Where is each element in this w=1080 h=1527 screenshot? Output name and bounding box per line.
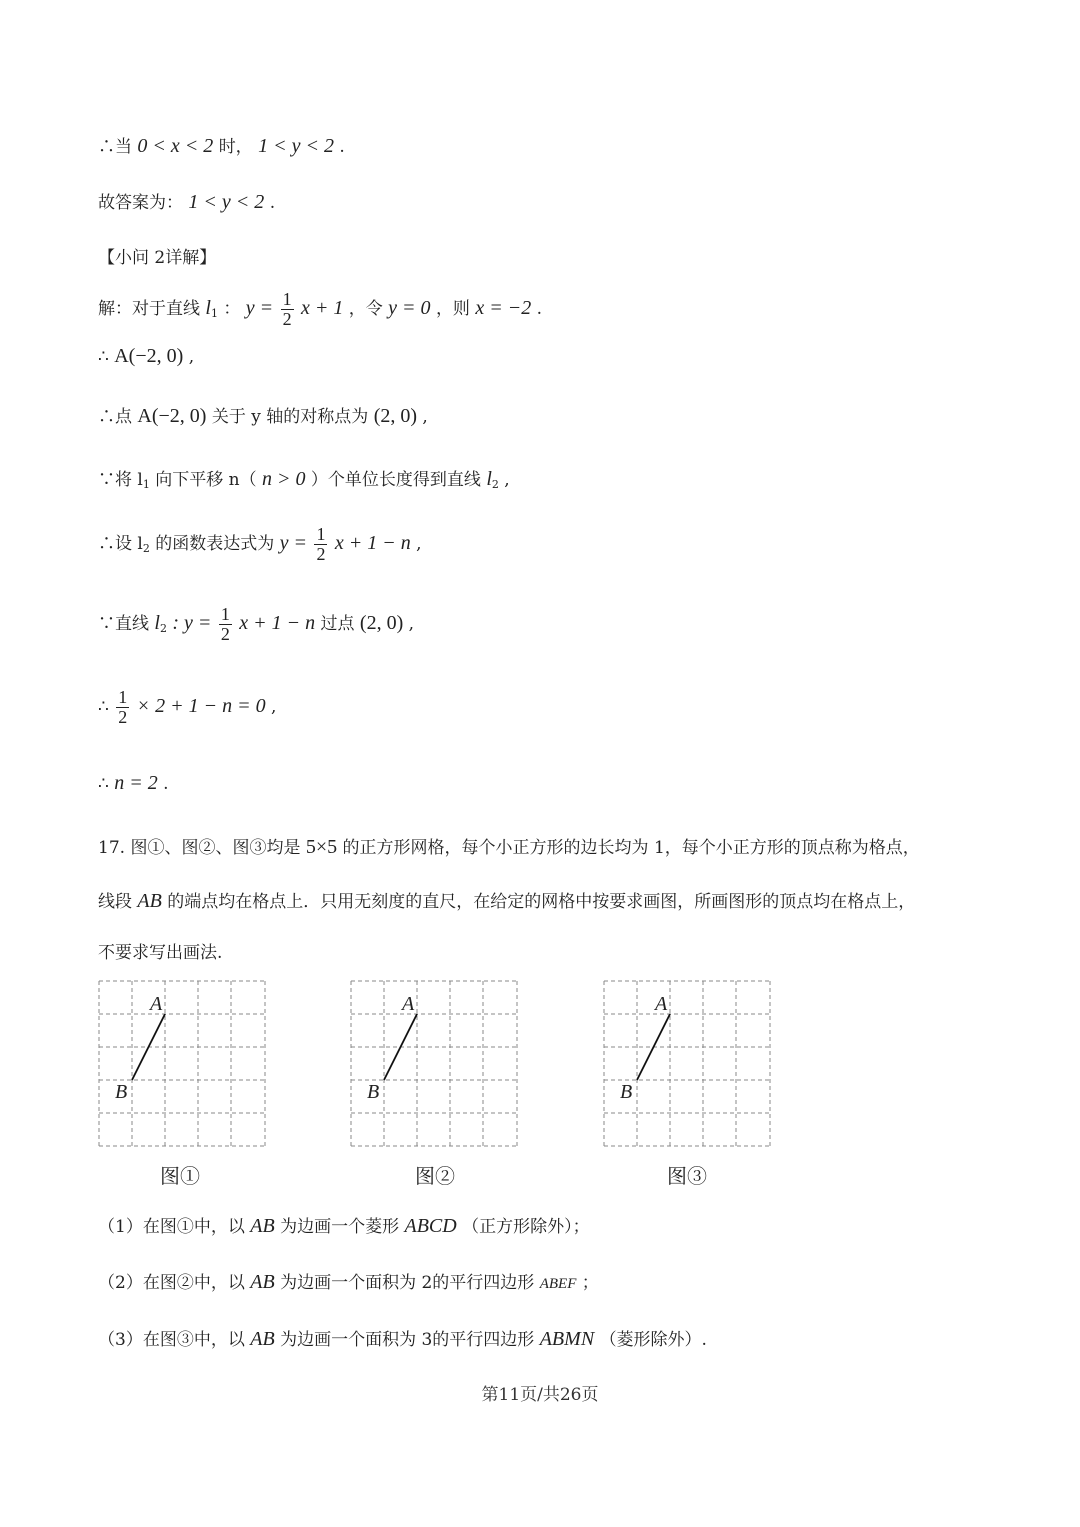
grid-lines xyxy=(604,981,770,1146)
text: （1）在图①中，以 xyxy=(98,1217,245,1237)
solution-line-10 xyxy=(98,772,169,795)
fraction-denominator: 2 xyxy=(118,706,128,727)
solution-line-5 xyxy=(98,402,428,428)
text: 为边画一个面积为 3的平行四边形 xyxy=(280,1330,535,1350)
text: ∴ xyxy=(98,696,109,717)
math-result: n = 2 xyxy=(114,772,158,794)
text: ∴ xyxy=(98,774,109,794)
math-result: 1 < y < 2 xyxy=(188,191,265,213)
text: ∴点 xyxy=(98,407,132,427)
text: . xyxy=(269,193,276,213)
label-a: A xyxy=(402,993,415,1015)
math-x: x = −2 xyxy=(475,296,532,319)
text: （菱形除外）. xyxy=(599,1330,707,1350)
subscript: 1 xyxy=(210,306,218,320)
subscript: 1 xyxy=(142,478,150,491)
question17-line-2 xyxy=(98,887,915,913)
math-tail: x + 1 − n xyxy=(239,611,316,634)
fraction-denominator: 2 xyxy=(282,308,292,329)
grid-lines xyxy=(99,981,265,1146)
question17-line-1 xyxy=(98,833,920,859)
text: ，令 xyxy=(348,298,383,319)
label-a: A xyxy=(150,993,163,1015)
text: ∴当 xyxy=(98,137,132,157)
solution-line-8 xyxy=(98,605,414,644)
math-y: y = xyxy=(279,531,308,554)
text: （2）在图②中，以 xyxy=(98,1273,245,1293)
math-shape: ABCD xyxy=(404,1215,457,1237)
math-shape: ABEF xyxy=(539,1276,577,1292)
fraction-numerator: 1 xyxy=(282,289,292,309)
solution-line-6 xyxy=(98,465,510,491)
math-tail: x + 1 − n xyxy=(334,531,411,554)
math-condition: n > 0 xyxy=(262,468,306,490)
text: 解：对于直线 xyxy=(98,298,200,319)
text: ； xyxy=(581,1273,599,1293)
text: 的正方形网格，每个小正方形的边长均为 1，每个小正方形的顶点称为格点， xyxy=(342,838,920,858)
fraction-denominator: 2 xyxy=(220,623,230,644)
subscript: 2 xyxy=(491,478,499,491)
text: 向下平移 n（ xyxy=(155,470,257,490)
fraction-half xyxy=(281,290,294,329)
fraction-numerator: 1 xyxy=(118,687,128,707)
math-result: 1 < y < 2 xyxy=(258,135,334,157)
math-ab: AB xyxy=(250,1328,275,1350)
math-point-a: A(−2, 0) xyxy=(114,345,184,367)
math-condition: 0 < x < 2 xyxy=(137,135,214,157)
math-y: y = xyxy=(245,296,274,319)
text: 故答案为： xyxy=(98,193,183,213)
grid-figure-3 xyxy=(603,980,773,1154)
grid-lines xyxy=(351,981,517,1146)
text: ∵直线 xyxy=(98,613,149,634)
sub-question-1 xyxy=(98,1212,590,1238)
text: , xyxy=(422,407,428,427)
text: 关于 y 轴的对称点为 xyxy=(211,407,369,427)
fraction-half xyxy=(116,688,129,727)
grid-svg xyxy=(98,980,268,1150)
math-l: l xyxy=(154,611,160,634)
figure-caption-2: 图② xyxy=(415,1164,455,1188)
solution-line-7 xyxy=(98,525,422,564)
text: 为边画一个菱形 xyxy=(280,1217,400,1237)
text: , xyxy=(416,533,422,554)
solution-line-3 xyxy=(98,290,542,329)
text: , xyxy=(408,613,415,634)
math-eq: : y = xyxy=(172,611,212,634)
text: ∴ xyxy=(98,347,109,367)
math-grid-size: 5×5 xyxy=(305,836,338,858)
math-shape: ABMN xyxy=(539,1328,595,1350)
question17-line-3: 不要求写出画法. xyxy=(98,943,223,963)
subscript: 2 xyxy=(159,621,167,635)
text: 为边画一个面积为 2的平行四边形 xyxy=(280,1273,535,1293)
text: （正方形除外）； xyxy=(462,1217,590,1237)
text: , xyxy=(504,470,510,490)
label-b: B xyxy=(367,1081,380,1103)
fraction-numerator: 1 xyxy=(316,524,326,544)
math-equation: × 2 + 1 − n = 0 xyxy=(136,694,266,717)
grid-svg xyxy=(350,980,520,1150)
text: 的端点均在格点上．只用无刻度的直尺，在给定的网格中按要求画图，所画图形的顶点均在格点上， xyxy=(167,892,916,912)
text: 过点 xyxy=(320,613,355,634)
figure-caption-3: 图③ xyxy=(667,1164,707,1188)
grid-svg xyxy=(603,980,773,1150)
text: 时， xyxy=(218,137,253,157)
text: . xyxy=(163,774,169,794)
solution-line-4 xyxy=(98,345,194,368)
text: 线段 xyxy=(98,892,132,912)
grid-figure-1 xyxy=(98,980,268,1154)
page-footer: 第11页/共26页 xyxy=(481,1385,599,1405)
fraction-half xyxy=(314,525,327,564)
solution-line-1 xyxy=(98,132,345,158)
label-b: B xyxy=(115,1081,128,1103)
text: ，则 xyxy=(435,298,470,319)
math-l: l xyxy=(205,296,211,319)
fraction-denominator: 2 xyxy=(316,543,326,564)
solution-line-9 xyxy=(98,688,276,727)
fraction-numerator: 1 xyxy=(220,604,230,624)
text: , xyxy=(188,347,195,367)
text: ： xyxy=(223,298,241,319)
math-ab: AB xyxy=(250,1215,275,1237)
subscript: 2 xyxy=(142,541,150,555)
math-l: l xyxy=(486,468,492,490)
math-point-a: A(−2, 0) xyxy=(137,405,207,427)
part2-header: 【小问 2详解】 xyxy=(98,248,217,268)
math-symmetric-point: (2, 0) xyxy=(373,405,418,427)
text: （3）在图③中，以 xyxy=(98,1330,245,1350)
solution-line-2 xyxy=(98,188,275,214)
sub-question-3 xyxy=(98,1325,707,1351)
math-point: (2, 0) xyxy=(359,611,404,634)
math-ab: AB xyxy=(250,1271,275,1293)
math-tail: x + 1 xyxy=(300,296,344,319)
text: , xyxy=(271,696,277,717)
text: . xyxy=(536,298,543,319)
figure-caption-1: 图① xyxy=(160,1164,200,1188)
text: ）个单位长度得到直线 xyxy=(310,470,481,490)
text: . xyxy=(339,137,345,157)
math-ab: AB xyxy=(137,890,162,912)
label-b: B xyxy=(620,1081,633,1103)
text: 17. 图①、图②、图③均是 xyxy=(98,838,301,858)
sub-question-2 xyxy=(98,1268,599,1294)
text: 的函数表达式为 xyxy=(155,533,275,554)
text: ∴设 l xyxy=(98,533,143,554)
fraction-half xyxy=(219,605,232,644)
math-y0: y = 0 xyxy=(388,296,431,319)
grid-figure-2 xyxy=(350,980,520,1154)
label-a: A xyxy=(655,993,668,1015)
text: ∵将 l xyxy=(98,470,143,490)
